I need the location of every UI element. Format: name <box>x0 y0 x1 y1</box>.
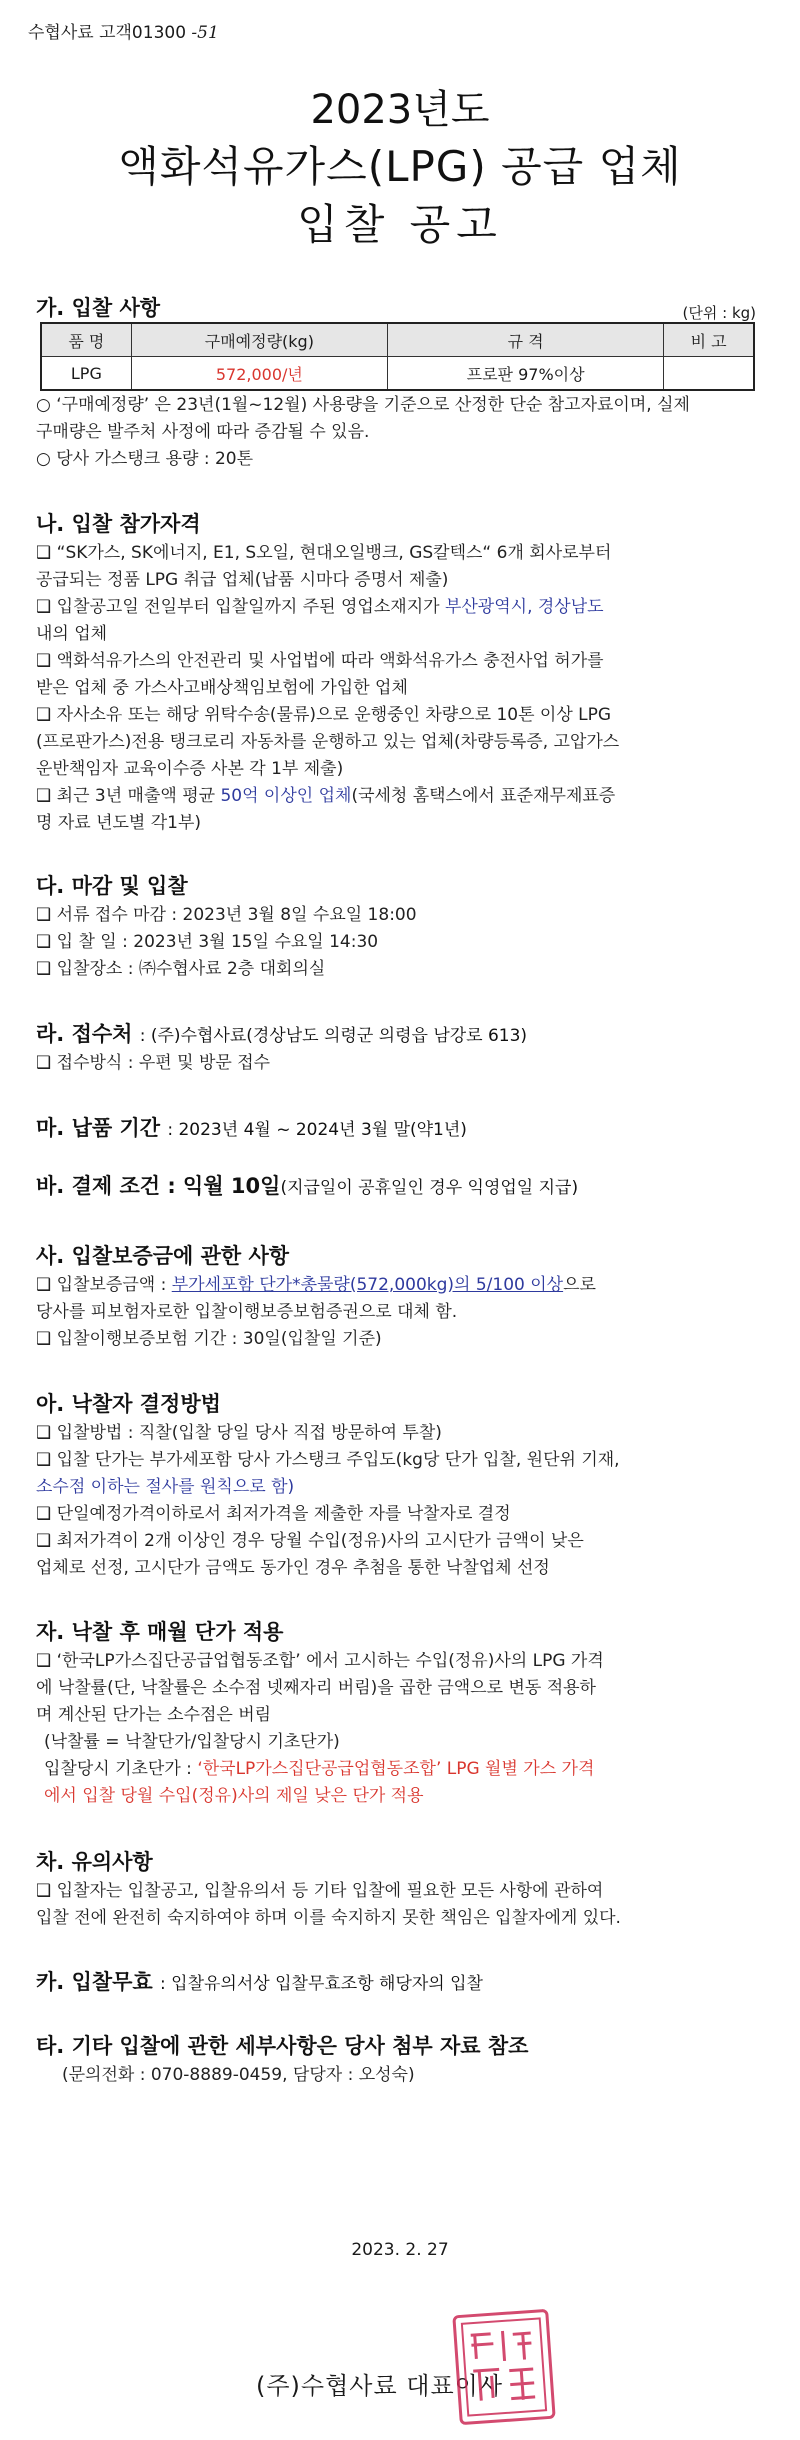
table-cell-item: LPG <box>41 357 131 391</box>
document-number: 수협사료 고객01300 -51 <box>28 23 219 43</box>
region-highlight: 부산광역시, 경상남도 <box>444 597 604 617</box>
note-line: ○ ‘구매예정량’ 은 23년(1월~12월) 사용량을 기준으로 산정한 단순 참고자료이며, 실제 <box>36 395 690 415</box>
section-ja-heading: 자. 낙찰 후 매월 단가 적용 <box>36 1620 284 1644</box>
table-cell-quantity: 572,000/년 <box>131 357 387 391</box>
text-line: ❑ “SK가스, SK에너지, E1, S오일, 현대오일뱅크, GS칼텍스“ 6개 회사로부터 <box>36 543 612 563</box>
title-notice: 입찰 공고 <box>297 200 503 249</box>
section-ma-text: : 2023년 4월 ~ 2024년 3월 말(약1년) <box>167 1120 467 1140</box>
text-line: ❑ 액화석유가스의 안전관리 및 사업법에 따라 액화석유가스 충전사업 허가를 <box>36 651 604 671</box>
text-line: ❑ 입찰이행보증보험 기간 : 30일(입찰일 기준) <box>36 1329 382 1349</box>
text-line: ❑ 입찰방법 : 직찰(입찰 당일 당사 직접 방문하여 투찰) <box>36 1423 442 1443</box>
text-line: 소수점 이하는 절사를 원칙으로 함) <box>36 1477 295 1497</box>
section-ra-text: : (주)수협사료(경상남도 의령군 의령읍 남강로 613) <box>139 1026 528 1046</box>
text-line: ❑ 최저가격이 2개 이상인 경우 당월 수입(정유)사의 고시단가 금액이 낮은 <box>36 1531 584 1551</box>
text-line: 입찰당시 기초단가 : ‘한국LP가스집단공급업협동조합’ LPG 월별 가스 가격 <box>44 1759 595 1779</box>
text-line: ❑ 자사소유 또는 해당 위탁수송(물류)으로 운행중인 차량으로 10톤 이상 LPG <box>36 705 612 725</box>
text-line: 업체로 선정, 고시단가 금액도 동가인 경우 추첨을 통한 낙찰업체 선정 <box>36 1558 550 1578</box>
base-price-note: ‘한국LP가스집단공급업협동조합’ LPG 월별 가스 가격 <box>197 1759 595 1779</box>
text-line: ❑ 입찰자는 입찰공고, 입찰유의서 등 기타 입찰에 필요한 모든 사항에 관하여 <box>36 1881 604 1901</box>
text-line: 에서 입찰 당월 수입(정유)사의 제일 낮은 단가 적용 <box>44 1786 424 1806</box>
text-line: (낙찰률 = 낙찰단가/입찰당시 기초단가) <box>44 1732 340 1752</box>
text-line: 받은 업체 중 가스사고배상책임보험에 가입한 업체 <box>36 678 408 698</box>
text-line: ❑ 접수방식 : 우편 및 방문 접수 <box>36 1053 271 1073</box>
section-da-heading: 다. 마감 및 입찰 <box>36 874 188 898</box>
text-line: (프로판가스)전용 탱크로리 자동차를 운행하고 있는 업체(차량등록증, 고압가스 <box>36 732 620 752</box>
title-main: 액화석유가스(LPG) 공급 업체 <box>118 142 682 191</box>
text-line: 운반책임자 교육이수증 사본 각 1부 제출) <box>36 759 344 779</box>
table-header: 규 격 <box>387 323 663 357</box>
revenue-highlight: 50억 이상인 업체 <box>220 786 352 806</box>
text-line: ❑ 입찰장소 : ㈜수협사료 2층 대회의실 <box>36 959 326 979</box>
table-header: 비 고 <box>664 323 754 357</box>
unit-label: (단위 : kg) <box>682 304 756 322</box>
text-line: 며 계산된 단가는 소수점은 버림 <box>36 1705 272 1725</box>
text-line: ❑ 단일예정가격이하로서 최저가격을 제출한 자를 낙찰자로 결정 <box>36 1504 511 1524</box>
section-cha-heading: 차. 유의사항 <box>36 1850 153 1874</box>
text-line: ❑ ‘한국LP가스집단공급업협동조합’ 에서 고시하는 수입(정유)사의 LPG 가격 <box>36 1651 604 1671</box>
title-year: 2023년도 <box>310 87 490 133</box>
text-line: ❑ 입찰 단가는 부가세포함 당사 가스탱크 주입도(kg당 단가 입찰, 원단위 기재, <box>36 1450 620 1470</box>
text-line: ❑ 입찰보증금액 : 부가세포함 단가*총물량(572,000kg)의 5/100 이상으로 <box>36 1275 596 1295</box>
section-ra-heading: 라. 접수처 : (주)수협사료(경상남도 의령군 의령읍 남강로 613) <box>36 1022 528 1046</box>
section-na-heading: 나. 입찰 참가자격 <box>36 512 201 536</box>
signer-name: (주)수협사료 대표이사 <box>256 2372 504 2400</box>
section-ma-heading: 마. 납품 기간 : 2023년 4월 ~ 2024년 3월 말(약1년) <box>36 1116 467 1140</box>
text-line: 당사를 피보험자로한 입찰이행보증보험증권으로 대체 함. <box>36 1302 458 1322</box>
text-line: 공급되는 정품 LPG 취급 업체(납품 시마다 증명서 제출) <box>36 570 449 590</box>
text-line: ❑ 서류 접수 마감 : 2023년 3월 8일 수요일 18:00 <box>36 905 417 925</box>
text-line: ❑ 입찰공고일 전일부터 입찰일까지 주된 영업소재지가 부산광역시, 경상남도 <box>36 597 604 617</box>
section-a-heading: 아. 낙찰자 결정방법 <box>36 1392 221 1416</box>
issue-date: 2023. 2. 27 <box>351 2240 449 2260</box>
table-header: 구매예정량(kg) <box>131 323 387 357</box>
text-line: 명 자료 년도별 각1부) <box>36 813 202 833</box>
text-line: 내의 업체 <box>36 624 108 644</box>
table-cell-note <box>664 357 754 391</box>
section-ka-text: : 입찰유의서상 입찰무효조항 해당자의 입찰 <box>160 1974 483 1994</box>
deposit-amount: 부가세포함 단가*총물량(572,000kg)의 5/100 이상 <box>171 1275 564 1295</box>
table-cell-spec: 프로판 97%이상 <box>387 357 663 391</box>
section-ba-text: (지급일이 공휴일인 경우 익영업일 지급) <box>280 1178 579 1198</box>
section-sa-heading: 사. 입찰보증금에 관한 사항 <box>36 1244 290 1268</box>
text-line: ❑ 최근 3년 매출액 평균 50억 이상인 업체(국세청 홈택스에서 표준재무제표증 <box>36 786 616 806</box>
table-header: 품 명 <box>41 323 131 357</box>
note-line: 구매량은 발주처 사정에 따라 증감될 수 있음. <box>36 422 370 442</box>
supply-table <box>40 322 755 391</box>
section-ta-heading: 타. 기타 입찰에 관한 세부사항은 당사 첨부 자료 참조 <box>36 2034 529 2058</box>
contact-line: (문의전화 : 070-8889-0459, 담당자 : 오성숙) <box>62 2065 415 2085</box>
section-ka-heading: 카. 입찰무효 : 입찰유의서상 입찰무효조항 해당자의 입찰 <box>36 1970 483 1994</box>
text-line: 입찰 전에 완전히 숙지하여야 하며 이를 숙지하지 못한 책임은 입찰자에게 있다. <box>36 1908 621 1928</box>
note-line: ○ 당사 가스탱크 용량 : 20톤 <box>36 449 254 469</box>
section-ba-heading: 바. 결제 조건 : 익월 10일(지급일이 공휴일인 경우 익영업일 지급) <box>36 1174 579 1198</box>
company-seal <box>452 2309 555 2425</box>
text-line: 에 낙찰률(단, 낙찰률은 소수점 넷째자리 버림)을 곱한 금액으로 변동 적용하 <box>36 1678 596 1698</box>
text-line: ❑ 입 찰 일 : 2023년 3월 15일 수요일 14:30 <box>36 932 379 952</box>
section-ga-heading: 가. 입찰 사항 <box>36 296 161 320</box>
